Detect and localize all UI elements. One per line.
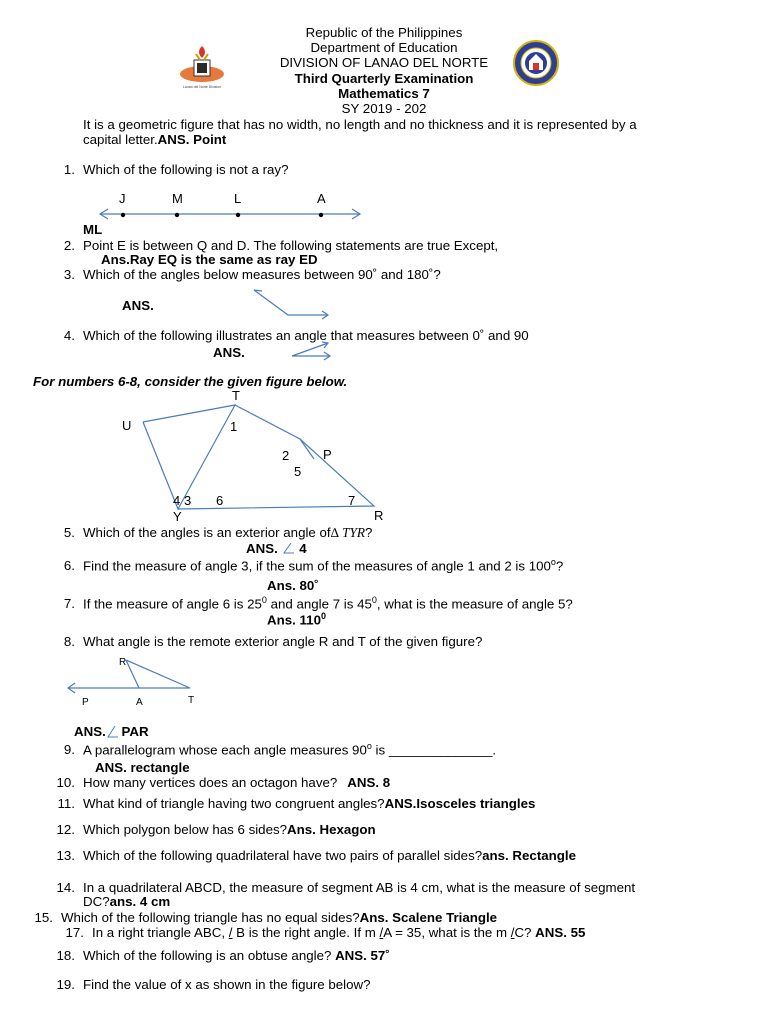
deped-seal bbox=[512, 40, 560, 86]
question-15 bbox=[31, 910, 497, 925]
question-14-line2 bbox=[83, 894, 170, 909]
q2-answer: Ans.Ray EQ is the same as ray ED bbox=[101, 252, 318, 267]
question-number: 7. bbox=[63, 596, 75, 612]
triangle-symbol: ∆ TYR bbox=[330, 525, 365, 540]
question-text: What angle is the remote exterior angle R and T of the given figure? bbox=[83, 634, 483, 649]
angle-2-label: 2 bbox=[282, 448, 290, 463]
ray-figure-q1 bbox=[96, 190, 366, 222]
q17-answer: ANS. 55 bbox=[535, 925, 586, 940]
header-republic: Republic of the Philippines bbox=[305, 25, 463, 40]
q18-answer: ANS. 57˚ bbox=[335, 948, 390, 963]
question-8 bbox=[53, 634, 482, 649]
vertex-p: P bbox=[323, 447, 332, 462]
vertex-t: T bbox=[232, 388, 240, 403]
point-m bbox=[175, 213, 179, 217]
question-text: What kind of triangle having two congruent angles? bbox=[83, 796, 385, 811]
angle-6-label: 6 bbox=[216, 493, 224, 508]
label-j: J bbox=[119, 191, 126, 206]
question-text: Find the value of x as shown in the figure below? bbox=[83, 977, 371, 992]
q15-answer: Ans. Scalene Triangle bbox=[359, 910, 498, 925]
angle-1-label: 1 bbox=[230, 419, 238, 434]
question-text-b: B is the right angle. If m bbox=[232, 925, 380, 940]
angle-4-label: 4 bbox=[173, 493, 181, 508]
label-a: A bbox=[136, 697, 143, 708]
q5-answer-value: 4 bbox=[299, 541, 307, 556]
question-18 bbox=[53, 948, 390, 963]
question-text-c: , what is the measure of angle 5? bbox=[376, 596, 573, 612]
question-12 bbox=[53, 822, 376, 837]
question-14 bbox=[53, 880, 635, 895]
question-number: 11. bbox=[57, 796, 75, 811]
question-text: Which of the following triangle has no equal sides? bbox=[61, 910, 360, 925]
question-text-a: If the measure of angle 6 is 25 bbox=[83, 596, 262, 612]
question-text: DC? bbox=[83, 894, 110, 909]
q7-answer-text: Ans. 110 bbox=[267, 612, 321, 628]
q7-answer bbox=[267, 609, 326, 627]
question-2 bbox=[53, 238, 498, 253]
question-text-c: A = 35, what is the m bbox=[383, 925, 511, 940]
question-number: 12. bbox=[56, 822, 75, 837]
question-text: Which of the following illustrates an angle that measures between 0˚ and 90 bbox=[83, 328, 529, 343]
label-r: R bbox=[119, 657, 127, 668]
question-tail: ? bbox=[364, 525, 373, 540]
label-l: L bbox=[234, 191, 242, 206]
q8-answer-label: ANS. bbox=[74, 724, 106, 739]
question-text: In a quadrilateral ABCD, the measure of segment AB is 4 cm, what is the measure of segment bbox=[83, 880, 636, 895]
degree-mark: 0 bbox=[261, 595, 267, 605]
label-a: A bbox=[317, 191, 326, 206]
angle-mark: / bbox=[379, 925, 384, 940]
question-19 bbox=[53, 977, 371, 992]
header-department: Department of Education bbox=[310, 40, 458, 55]
question-number: 2. bbox=[63, 238, 75, 253]
exterior-angle-figure bbox=[64, 654, 204, 710]
q4-answer: ANS. bbox=[213, 345, 245, 360]
question-number: 3. bbox=[63, 267, 75, 282]
question-number: 15. bbox=[34, 910, 53, 925]
question-number: 4. bbox=[63, 328, 75, 343]
division-logo-caption: Lanao del Norte Division bbox=[182, 85, 222, 89]
question-3 bbox=[53, 267, 441, 282]
triangle-figure bbox=[110, 386, 400, 526]
intro-question-line2 bbox=[83, 132, 226, 147]
header-exam-title: Third Quarterly Examination bbox=[294, 71, 474, 86]
question-9 bbox=[53, 739, 496, 757]
question-number: 1. bbox=[63, 162, 75, 177]
question-13 bbox=[53, 848, 576, 863]
q5-answer bbox=[246, 541, 307, 556]
question-number: 5. bbox=[63, 525, 75, 540]
question-text-b: is ______________. bbox=[371, 742, 497, 758]
angle-icon bbox=[281, 542, 295, 554]
question-text: Which polygon below has 6 sides? bbox=[83, 822, 288, 837]
question-text: Which of the following is not a ray? bbox=[83, 162, 289, 177]
point-a bbox=[319, 213, 323, 217]
division-logo bbox=[176, 44, 228, 90]
question-text: Which of the following quadrilateral have two pairs of parallel sides? bbox=[83, 848, 483, 863]
degree-mark: 0 bbox=[371, 595, 377, 605]
vertex-u: U bbox=[122, 418, 132, 433]
label-t: T bbox=[188, 695, 195, 706]
question-text: Which of the angles below measures between 90˚ and 180˚? bbox=[83, 267, 441, 282]
question-number: 17. bbox=[65, 925, 84, 940]
degree-mark: 0 bbox=[320, 611, 326, 621]
q1-answer: ML bbox=[83, 222, 103, 237]
angle-icon bbox=[106, 725, 118, 738]
question-5 bbox=[53, 525, 372, 540]
angle-5-label: 5 bbox=[294, 464, 302, 479]
label-m: M bbox=[172, 191, 183, 206]
question-number: 18. bbox=[56, 948, 75, 963]
question-text-b: and angle 7 is 45 bbox=[266, 596, 372, 612]
label-p: P bbox=[82, 697, 89, 708]
question-tail: ? bbox=[555, 558, 564, 574]
degree-mark: o bbox=[366, 741, 372, 751]
question-text-a: A parallelogram whose each angle measures 90 bbox=[83, 742, 367, 758]
question-text: Find the measure of angle 3, if the sum of the measures of angle 1 and 2 is 100 bbox=[83, 558, 551, 574]
question-number: 9. bbox=[63, 742, 75, 758]
question-10 bbox=[53, 775, 390, 790]
angle-7-label: 7 bbox=[348, 493, 356, 508]
q3-answer: ANS. bbox=[122, 298, 154, 313]
header-division: DIVISION OF LANAO DEL NORTE bbox=[279, 55, 489, 70]
intro-question-tail: capital letter. bbox=[83, 132, 158, 147]
header-school-year: SY 2019 - 202 bbox=[341, 101, 427, 116]
q8-answer-value: PAR bbox=[117, 724, 149, 739]
question-number: 6. bbox=[63, 558, 75, 574]
question-number: 19. bbox=[56, 977, 75, 992]
q13-answer: ans. Rectangle bbox=[482, 848, 576, 863]
intro-question-line1: It is a geometric figure that has no width, no length and no thickness and it is represented by a bbox=[83, 117, 637, 132]
question-text: How many vertices does an octagon have? bbox=[83, 775, 338, 790]
question-text: Which of the angles is an exterior angle of bbox=[83, 525, 331, 540]
point-l bbox=[236, 213, 240, 217]
angle-mark: / bbox=[510, 925, 515, 940]
question-number: 8. bbox=[63, 634, 75, 649]
question-number: 14. bbox=[56, 880, 75, 895]
vertex-r: R bbox=[374, 508, 384, 523]
obtuse-angle-figure bbox=[252, 288, 334, 322]
q11-answer: ANS.Isosceles triangles bbox=[384, 796, 536, 811]
q14-answer: ans. 4 cm bbox=[109, 894, 171, 909]
point-j bbox=[121, 213, 125, 217]
q6-answer: Ans. 80˚ bbox=[267, 578, 319, 593]
question-text: Point E is between Q and D. The following statements are true Except, bbox=[83, 238, 499, 253]
question-11 bbox=[53, 796, 535, 811]
question-1 bbox=[53, 162, 288, 177]
question-text: Which of the following is an obtuse angle? bbox=[83, 948, 332, 963]
acute-angle-figure bbox=[290, 340, 334, 362]
q5-answer-label: ANS. bbox=[246, 541, 278, 556]
angle-3-label: 3 bbox=[184, 493, 192, 508]
q12-answer: Ans. Hexagon bbox=[287, 822, 376, 837]
q9-answer: ANS. rectangle bbox=[95, 760, 190, 775]
question-6 bbox=[53, 555, 563, 573]
intro-answer: ANS. Point bbox=[157, 132, 227, 147]
q10-answer: ANS. 8 bbox=[347, 775, 391, 790]
vertex-y: Y bbox=[173, 509, 182, 524]
question-number: 10. bbox=[56, 775, 75, 790]
question-text-d: C? bbox=[514, 925, 532, 940]
question-text-a: In a right triangle ABC, bbox=[92, 925, 229, 940]
q8-answer bbox=[74, 724, 149, 739]
section-heading: For numbers 6-8, consider the given figure below. bbox=[33, 374, 348, 389]
degree-mark: o bbox=[550, 557, 556, 567]
header-subject: Mathematics 7 bbox=[338, 86, 430, 101]
question-17 bbox=[62, 925, 585, 940]
question-number: 13. bbox=[56, 848, 75, 863]
angle-mark: / bbox=[228, 925, 233, 940]
